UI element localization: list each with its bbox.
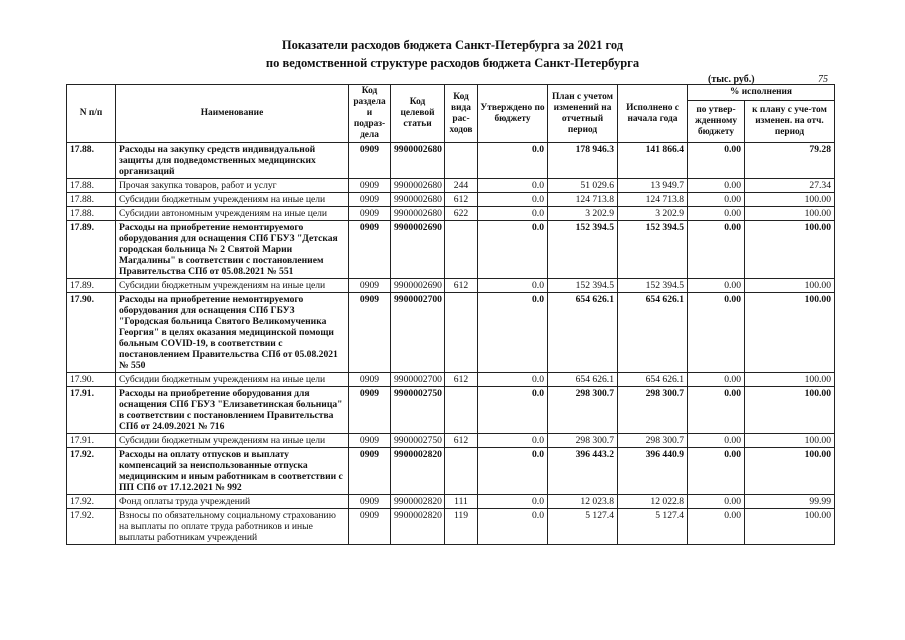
row-executed: 12 022.8 xyxy=(618,495,688,509)
row-plan: 178 946.3 xyxy=(548,143,618,179)
row-pct-approved: 0.00 xyxy=(688,193,745,207)
row-target-code: 9900002680 xyxy=(391,193,445,207)
report-title: Показатели расходов бюджета Санкт-Петербурга за 2021 год xyxy=(281,38,624,52)
row-approved: 0.0 xyxy=(478,448,548,495)
row-kind-code: 612 xyxy=(445,279,478,293)
page-number: 75 xyxy=(818,74,828,85)
row-section-code: 0909 xyxy=(349,373,391,387)
row-approved: 0.0 xyxy=(478,434,548,448)
row-kind-code xyxy=(445,387,478,434)
row-plan: 396 443.2 xyxy=(548,448,618,495)
row-pct-plan: 27.34 xyxy=(745,179,835,193)
header-section-code: Код раздела и подраз-дела xyxy=(349,85,391,143)
table-row xyxy=(67,293,835,373)
row-approved: 0.0 xyxy=(478,193,548,207)
row-approved: 0.0 xyxy=(478,179,548,193)
row-pct-plan: 100.00 xyxy=(745,509,835,545)
row-pct-plan: 100.00 xyxy=(745,373,835,387)
units-label: (тыс. руб.) xyxy=(708,74,755,85)
row-executed: 152 394.5 xyxy=(618,279,688,293)
table-row xyxy=(67,509,835,545)
row-number: 17.92. xyxy=(67,509,116,545)
row-pct-approved: 0.00 xyxy=(688,221,745,279)
row-section-code: 0909 xyxy=(349,495,391,509)
row-name: Расходы на закупку средств индивидуальной защиты для подведомственных медицинских организаций xyxy=(116,143,349,179)
table-row xyxy=(67,143,835,179)
row-number: 17.91. xyxy=(67,434,116,448)
row-number: 17.88. xyxy=(67,179,116,193)
table-row xyxy=(67,207,835,221)
row-approved: 0.0 xyxy=(478,207,548,221)
row-target-code: 9900002820 xyxy=(391,448,445,495)
header-pct-plan: к плану с уче-том изменен. на отч. период xyxy=(745,101,835,143)
row-name: Расходы на приобретение оборудования для оснащения СПб ГБУЗ "Елизаветинская больница" в соответствии с постановлением Правительства СПб от 24.09.2021 № 716 xyxy=(116,387,349,434)
table-row xyxy=(67,448,835,495)
row-kind-code xyxy=(445,143,478,179)
table-row xyxy=(67,193,835,207)
header-executed: Исполнено с начала года xyxy=(618,85,688,143)
row-executed: 13 949.7 xyxy=(618,179,688,193)
row-pct-approved: 0.00 xyxy=(688,279,745,293)
header-pct-approved: по утвер-жденному бюджету xyxy=(688,101,745,143)
row-executed: 654 626.1 xyxy=(618,293,688,373)
row-name: Фонд оплаты труда учреждений xyxy=(116,495,349,509)
row-pct-plan: 100.00 xyxy=(745,293,835,373)
row-approved: 0.0 xyxy=(478,221,548,279)
header-name: Наименование xyxy=(116,85,349,143)
row-name: Расходы на оплату отпусков и выплату компенсаций за неиспользованные отпуска медицинским и иным работникам в соответствии с ПП СПб от 17.12.2021 № 992 xyxy=(116,448,349,495)
row-kind-code xyxy=(445,221,478,279)
table-body xyxy=(67,143,835,545)
header-num: N п/п xyxy=(67,85,116,143)
row-section-code: 0909 xyxy=(349,293,391,373)
row-target-code: 9900002680 xyxy=(391,143,445,179)
row-pct-approved: 0.00 xyxy=(688,207,745,221)
row-executed: 141 866.4 xyxy=(618,143,688,179)
table-row xyxy=(67,373,835,387)
row-target-code: 9900002680 xyxy=(391,179,445,193)
row-section-code: 0909 xyxy=(349,193,391,207)
row-name: Субсидии автономным учреждениям на иные цели xyxy=(116,207,349,221)
row-section-code: 0909 xyxy=(349,387,391,434)
row-pct-approved: 0.00 xyxy=(688,434,745,448)
header-approved: Утверждено по бюджету xyxy=(478,85,548,143)
row-pct-plan: 100.00 xyxy=(745,279,835,293)
row-plan: 298 300.7 xyxy=(548,387,618,434)
row-number: 17.91. xyxy=(67,387,116,434)
row-pct-approved: 0.00 xyxy=(688,387,745,434)
row-name: Расходы на приобретение немонтируемого оборудования для оснащения СПб ГБУЗ "Городская больница Святого Великомученика Георгия" в целях оказания медицинской помощи больным COVID-19, в соответствии с постановлением Правительства СПб от 05.08.2021 № 550 xyxy=(116,293,349,373)
row-pct-approved: 0.00 xyxy=(688,373,745,387)
row-kind-code: 612 xyxy=(445,373,478,387)
row-plan: 12 023.8 xyxy=(548,495,618,509)
row-executed: 152 394.5 xyxy=(618,221,688,279)
row-kind-code: 622 xyxy=(445,207,478,221)
row-pct-plan: 100.00 xyxy=(745,448,835,495)
row-pct-plan: 79.28 xyxy=(745,143,835,179)
header-kind-code: Код вида рас-ходов xyxy=(445,85,478,143)
row-executed: 396 440.9 xyxy=(618,448,688,495)
row-plan: 3 202.9 xyxy=(548,207,618,221)
row-number: 17.92. xyxy=(67,495,116,509)
row-plan: 654 626.1 xyxy=(548,293,618,373)
row-pct-plan: 100.00 xyxy=(745,221,835,279)
row-target-code: 9900002690 xyxy=(391,221,445,279)
row-pct-approved: 0.00 xyxy=(688,143,745,179)
row-plan: 152 394.5 xyxy=(548,279,618,293)
row-plan: 124 713.8 xyxy=(548,193,618,207)
table-row xyxy=(67,221,835,279)
row-number: 17.90. xyxy=(67,373,116,387)
row-kind-code: 244 xyxy=(445,179,478,193)
row-section-code: 0909 xyxy=(349,179,391,193)
table-row xyxy=(67,495,835,509)
row-target-code: 9900002820 xyxy=(391,495,445,509)
row-target-code: 9900002700 xyxy=(391,373,445,387)
row-target-code: 9900002750 xyxy=(391,387,445,434)
row-section-code: 0909 xyxy=(349,448,391,495)
row-executed: 3 202.9 xyxy=(618,207,688,221)
row-plan: 51 029.6 xyxy=(548,179,618,193)
row-approved: 0.0 xyxy=(478,495,548,509)
row-number: 17.88. xyxy=(67,143,116,179)
table-row xyxy=(67,434,835,448)
row-executed: 298 300.7 xyxy=(618,387,688,434)
row-target-code: 9900002750 xyxy=(391,434,445,448)
row-approved: 0.0 xyxy=(478,373,548,387)
row-section-code: 0909 xyxy=(349,279,391,293)
header-percent: % исполнения xyxy=(688,85,835,101)
row-pct-plan: 100.00 xyxy=(745,387,835,434)
table-row xyxy=(67,387,835,434)
row-executed: 654 626.1 xyxy=(618,373,688,387)
row-approved: 0.0 xyxy=(478,293,548,373)
row-kind-code xyxy=(445,448,478,495)
row-pct-plan: 100.00 xyxy=(745,207,835,221)
budget-table xyxy=(66,84,835,545)
row-kind-code: 111 xyxy=(445,495,478,509)
row-name: Прочая закупка товаров, работ и услуг xyxy=(116,179,349,193)
row-pct-approved: 0.00 xyxy=(688,293,745,373)
row-pct-approved: 0.00 xyxy=(688,448,745,495)
header-plan: План с учетом изменений на отчетный период xyxy=(548,85,618,143)
table-row xyxy=(67,179,835,193)
row-pct-plan: 100.00 xyxy=(745,193,835,207)
row-pct-approved: 0.00 xyxy=(688,509,745,545)
row-executed: 5 127.4 xyxy=(618,509,688,545)
row-kind-code: 612 xyxy=(445,193,478,207)
row-name: Субсидии бюджетным учреждениям на иные цели xyxy=(116,279,349,293)
row-name: Взносы по обязательному социальному страхованию на выплаты по оплате труда работников и иные выплаты работникам учреждений xyxy=(116,509,349,545)
row-kind-code: 119 xyxy=(445,509,478,545)
row-name: Расходы на приобретение немонтируемого оборудования для оснащения СПб ГБУЗ "Детская городская больница № 2 Святой Марии Магдалины" в соответствии с постановлением Правительства СПб от 05.08.2021 № 551 xyxy=(116,221,349,279)
row-pct-plan: 99.99 xyxy=(745,495,835,509)
row-number: 17.90. xyxy=(67,293,116,373)
row-approved: 0.0 xyxy=(478,509,548,545)
row-number: 17.88. xyxy=(67,207,116,221)
row-section-code: 0909 xyxy=(349,509,391,545)
row-section-code: 0909 xyxy=(349,434,391,448)
row-name: Субсидии бюджетным учреждениям на иные цели xyxy=(116,193,349,207)
report-subtitle: по ведомственной структуре расходов бюджета Санкт-Петербурга xyxy=(265,56,640,70)
row-pct-approved: 0.00 xyxy=(688,495,745,509)
row-pct-approved: 0.00 xyxy=(688,179,745,193)
row-name: Субсидии бюджетным учреждениям на иные цели xyxy=(116,373,349,387)
row-executed: 298 300.7 xyxy=(618,434,688,448)
row-number: 17.92. xyxy=(67,448,116,495)
row-target-code: 9900002690 xyxy=(391,279,445,293)
row-target-code: 9900002700 xyxy=(391,293,445,373)
row-target-code: 9900002680 xyxy=(391,207,445,221)
row-plan: 5 127.4 xyxy=(548,509,618,545)
row-plan: 654 626.1 xyxy=(548,373,618,387)
row-section-code: 0909 xyxy=(349,143,391,179)
row-number: 17.89. xyxy=(67,221,116,279)
row-approved: 0.0 xyxy=(478,279,548,293)
row-approved: 0.0 xyxy=(478,387,548,434)
row-section-code: 0909 xyxy=(349,207,391,221)
row-section-code: 0909 xyxy=(349,221,391,279)
row-target-code: 9900002820 xyxy=(391,509,445,545)
row-number: 17.89. xyxy=(67,279,116,293)
row-kind-code: 612 xyxy=(445,434,478,448)
row-approved: 0.0 xyxy=(478,143,548,179)
row-pct-plan: 100.00 xyxy=(745,434,835,448)
row-kind-code xyxy=(445,293,478,373)
table-row xyxy=(67,279,835,293)
row-name: Субсидии бюджетным учреждениям на иные цели xyxy=(116,434,349,448)
row-plan: 298 300.7 xyxy=(548,434,618,448)
header-target-code: Код целевой статьи xyxy=(391,85,445,143)
row-plan: 152 394.5 xyxy=(548,221,618,279)
row-executed: 124 713.8 xyxy=(618,193,688,207)
row-number: 17.88. xyxy=(67,193,116,207)
